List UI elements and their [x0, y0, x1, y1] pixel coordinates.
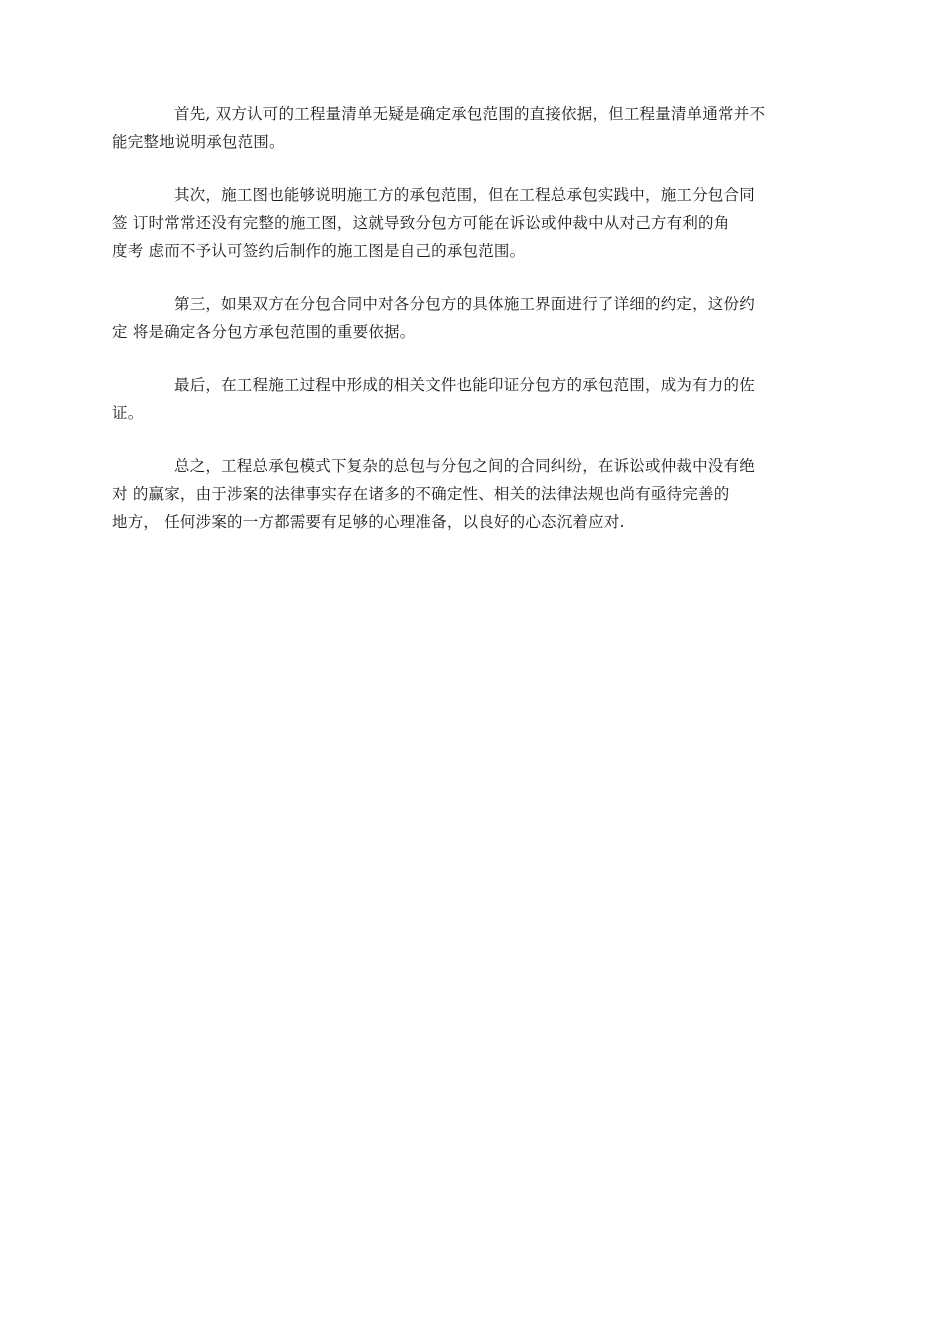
paragraph-2: [112, 181, 823, 265]
document-body: [112, 100, 823, 561]
paragraph-line: 能完整地说明承包范围。: [112, 133, 285, 151]
paragraph-line: 定 将是确定各分包方承包范围的重要依据。: [112, 323, 416, 341]
paragraph-line: 证。: [112, 404, 144, 422]
paragraph-line: 签 订时常常还没有完整的施工图，这就导致分包方可能在诉讼或仲裁中从对己方有利的角: [112, 214, 730, 232]
paragraph-line: 地方， 任何涉案的一方都需要有足够的心理准备，以良好的心态沉着应对.: [112, 513, 625, 531]
paragraph-4: [112, 371, 823, 427]
paragraph-line: 总之，工程总承包模式下复杂的总包与分包之间的合同纠纷，在诉讼或仲裁中没有绝: [174, 457, 755, 475]
paragraph-5: [112, 452, 823, 536]
paragraph-line: 最后，在工程施工过程中形成的相关文件也能印证分包方的承包范围，成为有力的佐: [174, 376, 755, 394]
paragraph-line: 其次，施工图也能够说明施工方的承包范围，但在工程总承包实践中，施工分包合同: [174, 186, 755, 204]
paragraph-line: 度考 虑而不予认可签约后制作的施工图是自己的承包范围。: [112, 242, 526, 260]
paragraph-line: 第三，如果双方在分包合同中对各分包方的具体施工界面进行了详细的约定，这份约: [174, 295, 755, 313]
paragraph-line: 首先, 双方认可的工程量清单无疑是确定承包范围的直接依据，但工程量清单通常并不: [174, 105, 766, 123]
paragraph-1: [112, 100, 823, 156]
paragraph-3: [112, 290, 823, 346]
paragraph-line: 对 的赢家，由于涉案的法律事实存在诸多的不确定性、相关的法律法规也尚有亟待完善的: [112, 485, 730, 503]
